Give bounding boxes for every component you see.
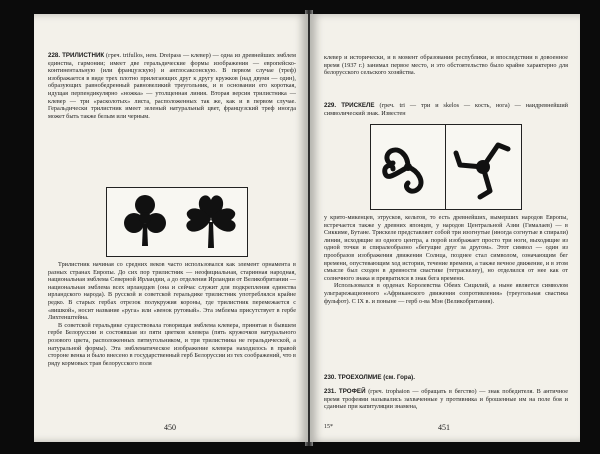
article-229-heading: 229. ТРИСКЕЛЕ — [324, 102, 375, 109]
article-229-body — [324, 214, 568, 305]
article-228-intro-text: (греч. trifullos, нем. Dreipass — клевер) — одна из древнейших эмблем единства, гармонии; имеет две геральдические формы изображения — европейско-континентальную (или французскую) и англосаксонскую. В первом случае (треф) изображается в виде трех плотно прилегающих друг к другу кружков (над двумя — один), образующих равнобедренный равновеликий треугольник, и в основании его короткая, идущая перпендикулярно «ножка» — утолщенная линия. Вторая версия трилистника — клевер — три «расколотых» листа, расположенных так же, как и в первом случае. Геральдически трилистник имеет зеленый натуральный цвет, французский треф иногда может быть также белым или черным. — [48, 52, 296, 120]
article-228-intro — [48, 52, 296, 120]
triskele-figure — [370, 124, 522, 210]
trefoil-figure — [106, 187, 248, 257]
article-228-body — [48, 261, 296, 367]
signature-mark: 15* — [324, 424, 333, 430]
article-231-intro-text: (греч. trophaion — обращать в бегство) — знак победителя. В античное время трофеями назывались захваченные у противника и брошенные им на поле боя и сданные при капитуляции знамена, — [324, 388, 568, 411]
article-229-paragraph: Использовался в орденах Королевства Обеих Сицилий, а ныне является символом ультрарежационного «Африканского движения сопротивления» (треугольная свастика фульфот). С IX в. и поныне — герб о-ва Мэн (Великобритания). — [324, 282, 568, 305]
article-230-text: 230. ТРОЕХОЛМИЕ (см. Гора). — [324, 374, 415, 381]
continued-paragraph: клевер и исторически, и в момент образования республики, и впоследствии в довоенное время (1937 г.) занимал первое место, и это обстоятельство было крайне характерно для белорусского сельского хозяйства. — [324, 54, 568, 77]
trefoil-icon — [115, 188, 175, 256]
triskele-legs-icon — [446, 125, 520, 209]
article-229-intro — [324, 102, 568, 117]
clover-icon — [179, 188, 243, 256]
article-230 — [324, 374, 568, 382]
article-231-intro — [324, 388, 568, 411]
article-229-intro-text: (греч. tri — три и skelos — кость, нога) — наидревнейший символический знак. Известен — [324, 102, 568, 117]
article-229-paragraph: у крито-микенцев, этрусков, кельтов, то есть древнейших, вымерших народов Европы, встречается также у древних японцев, у народов Центральной Азии (Гималаев) — в Сиккиме, Бутане. Трискеле представляет собой три изогнутые (иногда согнутые в спирали) линии, исходящие из одного центра, а порой изображает просто три ноги, выходящие из одной точки и спиралеобразно «бегущие друг за другом». Этот символ — один из прообразов изображения движения Солнца, позднее стал символом, означающим бег времени, опустевающим ход истории, течение времени, а также вечное движение, и в этом смысле был сходен в древности свастике (тетраскелеу), но отделился от нее как от солнечного знака и превратился в знак бега времени. — [324, 214, 568, 282]
article-231-heading: 231. ТРОФЕЙ — [324, 388, 366, 395]
article-228-paragraph: Трилистник начиная со средних веков часто использовался как элемент орнамента в разных странах Европы. До сих пор трилистник — неофициальная, старинная народная, национальная эмблема Северной Ирландии, а до отделения Ирландии от Великобритании — национальная эмблема всех ирландцев (она и сейчас служит для подкрепления единства ирландского народа). В русской и советской геральдике трилистник употреблялся крайне редко. В старых гербах отрезок полукружия короны, где трилистник перемежается с «вишкой», носит название «руга» или «венок рутовый». Эта эмблема присутствует в гербе Лихтенштейна. — [48, 261, 296, 322]
left-page — [34, 14, 308, 442]
article-228-heading: 228. ТРИЛИСТНИК — [48, 52, 105, 59]
continued-text — [324, 54, 568, 77]
page-number-right: 451 — [438, 423, 450, 432]
page-number-left: 450 — [164, 423, 176, 432]
right-page — [310, 14, 580, 442]
triskele-spiral-icon — [371, 125, 446, 209]
article-228-paragraph: В советской геральдике существовала говорящая эмблема клевера, принятая в бывшем гербе Белоруссии и состоявшая из пяти цветков клевера (пять кружочков натурального розового цвета, расположенных пятиугольником, и три трилистника не геральдической, а натуральной формы). Эта эмблематическое изображение клевера находилось в правой стороне венка и было внесено в государственный герб Белоруссии из тех соображений, что в ряду кормовых трав белорусского поля — [48, 321, 296, 367]
